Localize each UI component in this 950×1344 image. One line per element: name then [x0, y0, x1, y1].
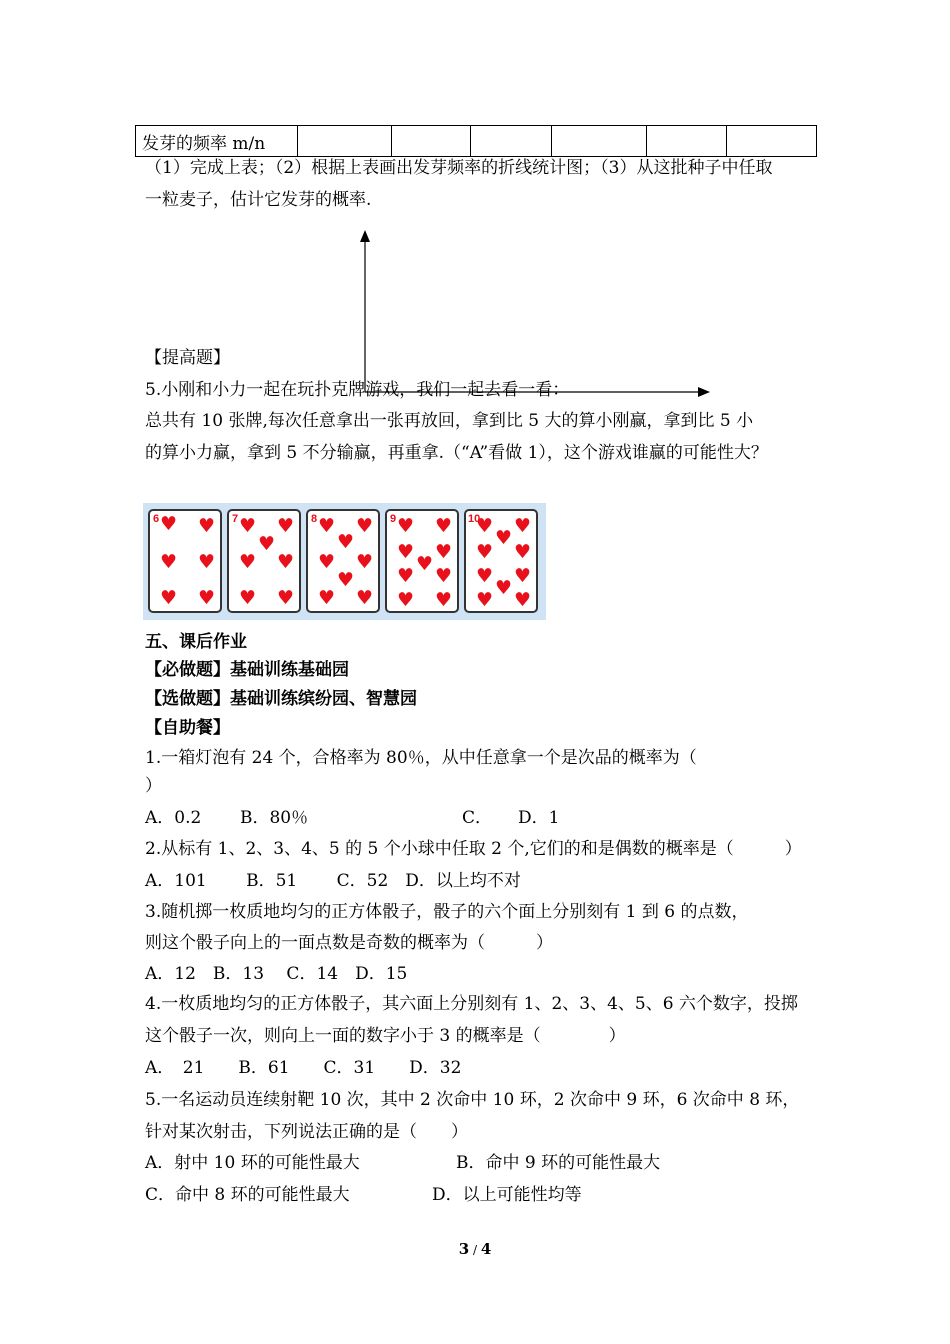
card-9	[385, 509, 459, 613]
card-rank: 8	[311, 513, 318, 525]
heart-icon: ♥	[514, 541, 532, 563]
option-d: D．1	[518, 808, 560, 828]
heart-icon: ♥	[435, 565, 453, 587]
heart-icon: ♥	[160, 587, 178, 609]
required-text: 基础训练基础园	[230, 660, 349, 680]
heart-icon: ♥	[476, 515, 494, 537]
heart-icon: ♥	[277, 515, 295, 537]
card-rank: 7	[232, 513, 239, 525]
heart-icon: ♥	[397, 515, 415, 537]
heart-icon: ♥	[397, 565, 415, 587]
card-rank: 6	[153, 513, 160, 525]
card-7	[227, 509, 301, 613]
heart-icon: ♥	[239, 551, 257, 573]
required-section	[145, 660, 349, 680]
heart-icon: ♥	[435, 541, 453, 563]
heart-icon: ♥	[337, 531, 355, 553]
heart-icon: ♥	[416, 553, 434, 575]
required-bracket: 【必做题】	[145, 660, 230, 680]
optional-section	[145, 689, 417, 709]
card-8	[306, 509, 380, 613]
homework-heading: 五、课后作业	[145, 632, 247, 652]
question-line: 4.一枚质地均匀的正方体骰子，其六面上分别刻有 1、2、3、4、5、6 六个数字，投掷	[145, 994, 798, 1014]
heart-icon: ♥	[435, 515, 453, 537]
heart-icon: ♥	[495, 577, 513, 599]
heart-icon: ♥	[198, 515, 216, 537]
heart-icon: ♥	[318, 551, 336, 573]
heart-icon: ♥	[277, 551, 295, 573]
option-b: B．80％	[240, 808, 309, 828]
self-help-heading: 【自助餐】	[145, 718, 230, 738]
heart-icon: ♥	[318, 515, 336, 537]
page-number: 3 / 4	[458, 1240, 492, 1258]
optional-text: 基础训练缤纷园、智慧园	[230, 689, 417, 709]
card-6	[148, 509, 222, 613]
card-rank: 9	[390, 513, 397, 525]
heart-icon: ♥	[514, 515, 532, 537]
heart-icon: ♥	[198, 587, 216, 609]
playing-cards-image	[143, 503, 546, 620]
question-line: ）	[145, 776, 162, 796]
heart-icon: ♥	[476, 565, 494, 587]
question-line: 5.小刚和小力一起在玩扑克牌游戏，我们一起去看一看：	[145, 380, 570, 400]
option-c: C．	[462, 808, 493, 828]
option-d: D．以上可能性均等	[432, 1185, 582, 1205]
question-line: 这个骰子一次，则向上一面的数字小于 3 的概率是（ ）	[145, 1026, 626, 1046]
question-line: 2.从标有 1、2、3、4、5 的 5 个小球中任取 2 个,它们的和是偶数的概率是（ ）	[145, 839, 802, 859]
heart-icon: ♥	[356, 515, 374, 537]
heart-icon: ♥	[495, 527, 513, 549]
heart-icon: ♥	[397, 589, 415, 611]
chart-axes	[0, 0, 950, 420]
options-line: A．12 B．13 C．14 D．15	[145, 964, 408, 984]
heart-icon: ♥	[356, 551, 374, 573]
heart-icon: ♥	[514, 565, 532, 587]
options-line: A． 21 B．61 C．31 D．32	[145, 1058, 462, 1078]
heart-icon: ♥	[318, 587, 336, 609]
card-rank: 10	[468, 513, 481, 525]
option-a: A．射中 10 环的可能性最大	[145, 1153, 360, 1173]
question-line: 针对某次射击，下列说法正确的是（ ）	[145, 1122, 468, 1142]
advanced-heading: 【提高题】	[145, 348, 230, 368]
heart-icon: ♥	[337, 569, 355, 591]
options-line: A．101 B．51 C．52 D．以上均不对	[145, 871, 521, 891]
y-axis-arrow	[360, 230, 370, 242]
heart-icon: ♥	[397, 541, 415, 563]
heart-icon: ♥	[239, 515, 257, 537]
option-b: B．命中 9 环的可能性最大	[456, 1153, 661, 1173]
question-line: 总共有 10 张牌,每次任意拿出一张再放回，拿到比 5 大的算小刚赢，拿到比 5 小	[145, 411, 754, 431]
x-axis-arrow	[698, 387, 710, 397]
heart-icon: ♥	[258, 533, 276, 555]
table-row-label: 发芽的频率 m/n	[136, 126, 298, 157]
question-line: 3.随机掷一枚质地均匀的正方体骰子，骰子的六个面上分别刻有 1 到 6 的点数，	[145, 902, 749, 922]
heart-icon: ♥	[435, 589, 453, 611]
heart-icon: ♥	[160, 551, 178, 573]
heart-icon: ♥	[198, 551, 216, 573]
question-line: 1.一箱灯泡有 24 个，合格率为 80％，从中任意拿一个是次品的概率为（	[145, 748, 697, 768]
question-line: 5.一名运动员连续射靶 10 次，其中 2 次命中 10 环，2 次命中 9 环，6 次命中 8 环，	[145, 1090, 800, 1110]
option-c: C．命中 8 环的可能性最大	[145, 1185, 350, 1205]
heart-icon: ♥	[239, 587, 257, 609]
question-line: （1）完成上表；（2）根据上表画出发芽频率的折线统计图；（3）从这批种子中任取	[145, 158, 773, 178]
heart-icon: ♥	[160, 513, 178, 535]
heart-icon: ♥	[277, 587, 295, 609]
heart-icon: ♥	[476, 541, 494, 563]
question-line: 一粒麦子，估计它发芽的概率.	[145, 190, 372, 210]
optional-bracket: 【选做题】	[145, 689, 230, 709]
heart-icon: ♥	[514, 589, 532, 611]
option-a: A．0.2	[145, 808, 202, 828]
page-current: 3	[458, 1240, 470, 1258]
question-line: 则这个骰子向上的一面点数是奇数的概率为（ ）	[145, 933, 553, 953]
card-10	[464, 509, 538, 613]
heart-icon: ♥	[476, 589, 494, 611]
heart-icon: ♥	[356, 587, 374, 609]
question-line: 的算小力赢，拿到 5 不分输赢，再重拿.（“A”看做 1），这个游戏谁赢的可能性大？	[145, 443, 768, 463]
page-total: 4	[480, 1240, 492, 1258]
